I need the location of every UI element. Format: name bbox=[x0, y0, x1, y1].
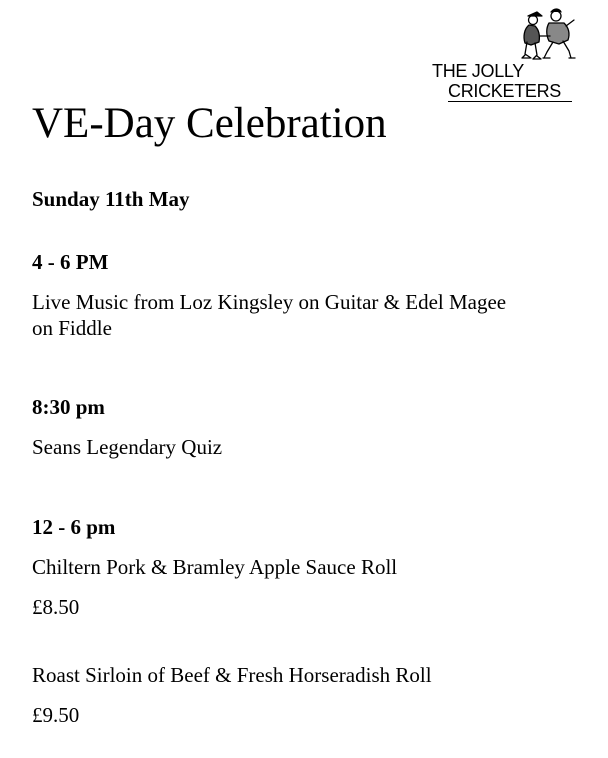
event-time-2: 8:30 pm bbox=[32, 395, 105, 419]
food-item-1-price: £8.50 bbox=[32, 595, 80, 619]
event-description-1-line-2: on Fiddle bbox=[32, 316, 112, 340]
logo-text-line-1: THE JOLLY bbox=[432, 61, 524, 81]
two-figures-illustration-icon bbox=[518, 6, 576, 64]
event-description-1-line-1: Live Music from Loz Kingsley on Guitar & Edel Magee bbox=[32, 290, 507, 314]
food-item-2-price: £9.50 bbox=[32, 703, 80, 727]
pub-logo bbox=[430, 6, 576, 106]
page-title: VE-Day Celebration bbox=[32, 100, 387, 147]
event-description-2: Seans Legendary Quiz bbox=[32, 435, 223, 459]
food-item-1-name: Chiltern Pork & Bramley Apple Sauce Roll bbox=[32, 555, 398, 579]
event-date: Sunday 11th May bbox=[32, 187, 190, 211]
event-time-1: 4 - 6 PM bbox=[32, 250, 109, 274]
logo-underline bbox=[448, 101, 572, 102]
food-time: 12 - 6 pm bbox=[32, 515, 116, 539]
food-item-2-name: Roast Sirloin of Beef & Fresh Horseradish Roll bbox=[32, 663, 432, 687]
logo-text-line-2: CRICKETERS bbox=[448, 81, 562, 101]
